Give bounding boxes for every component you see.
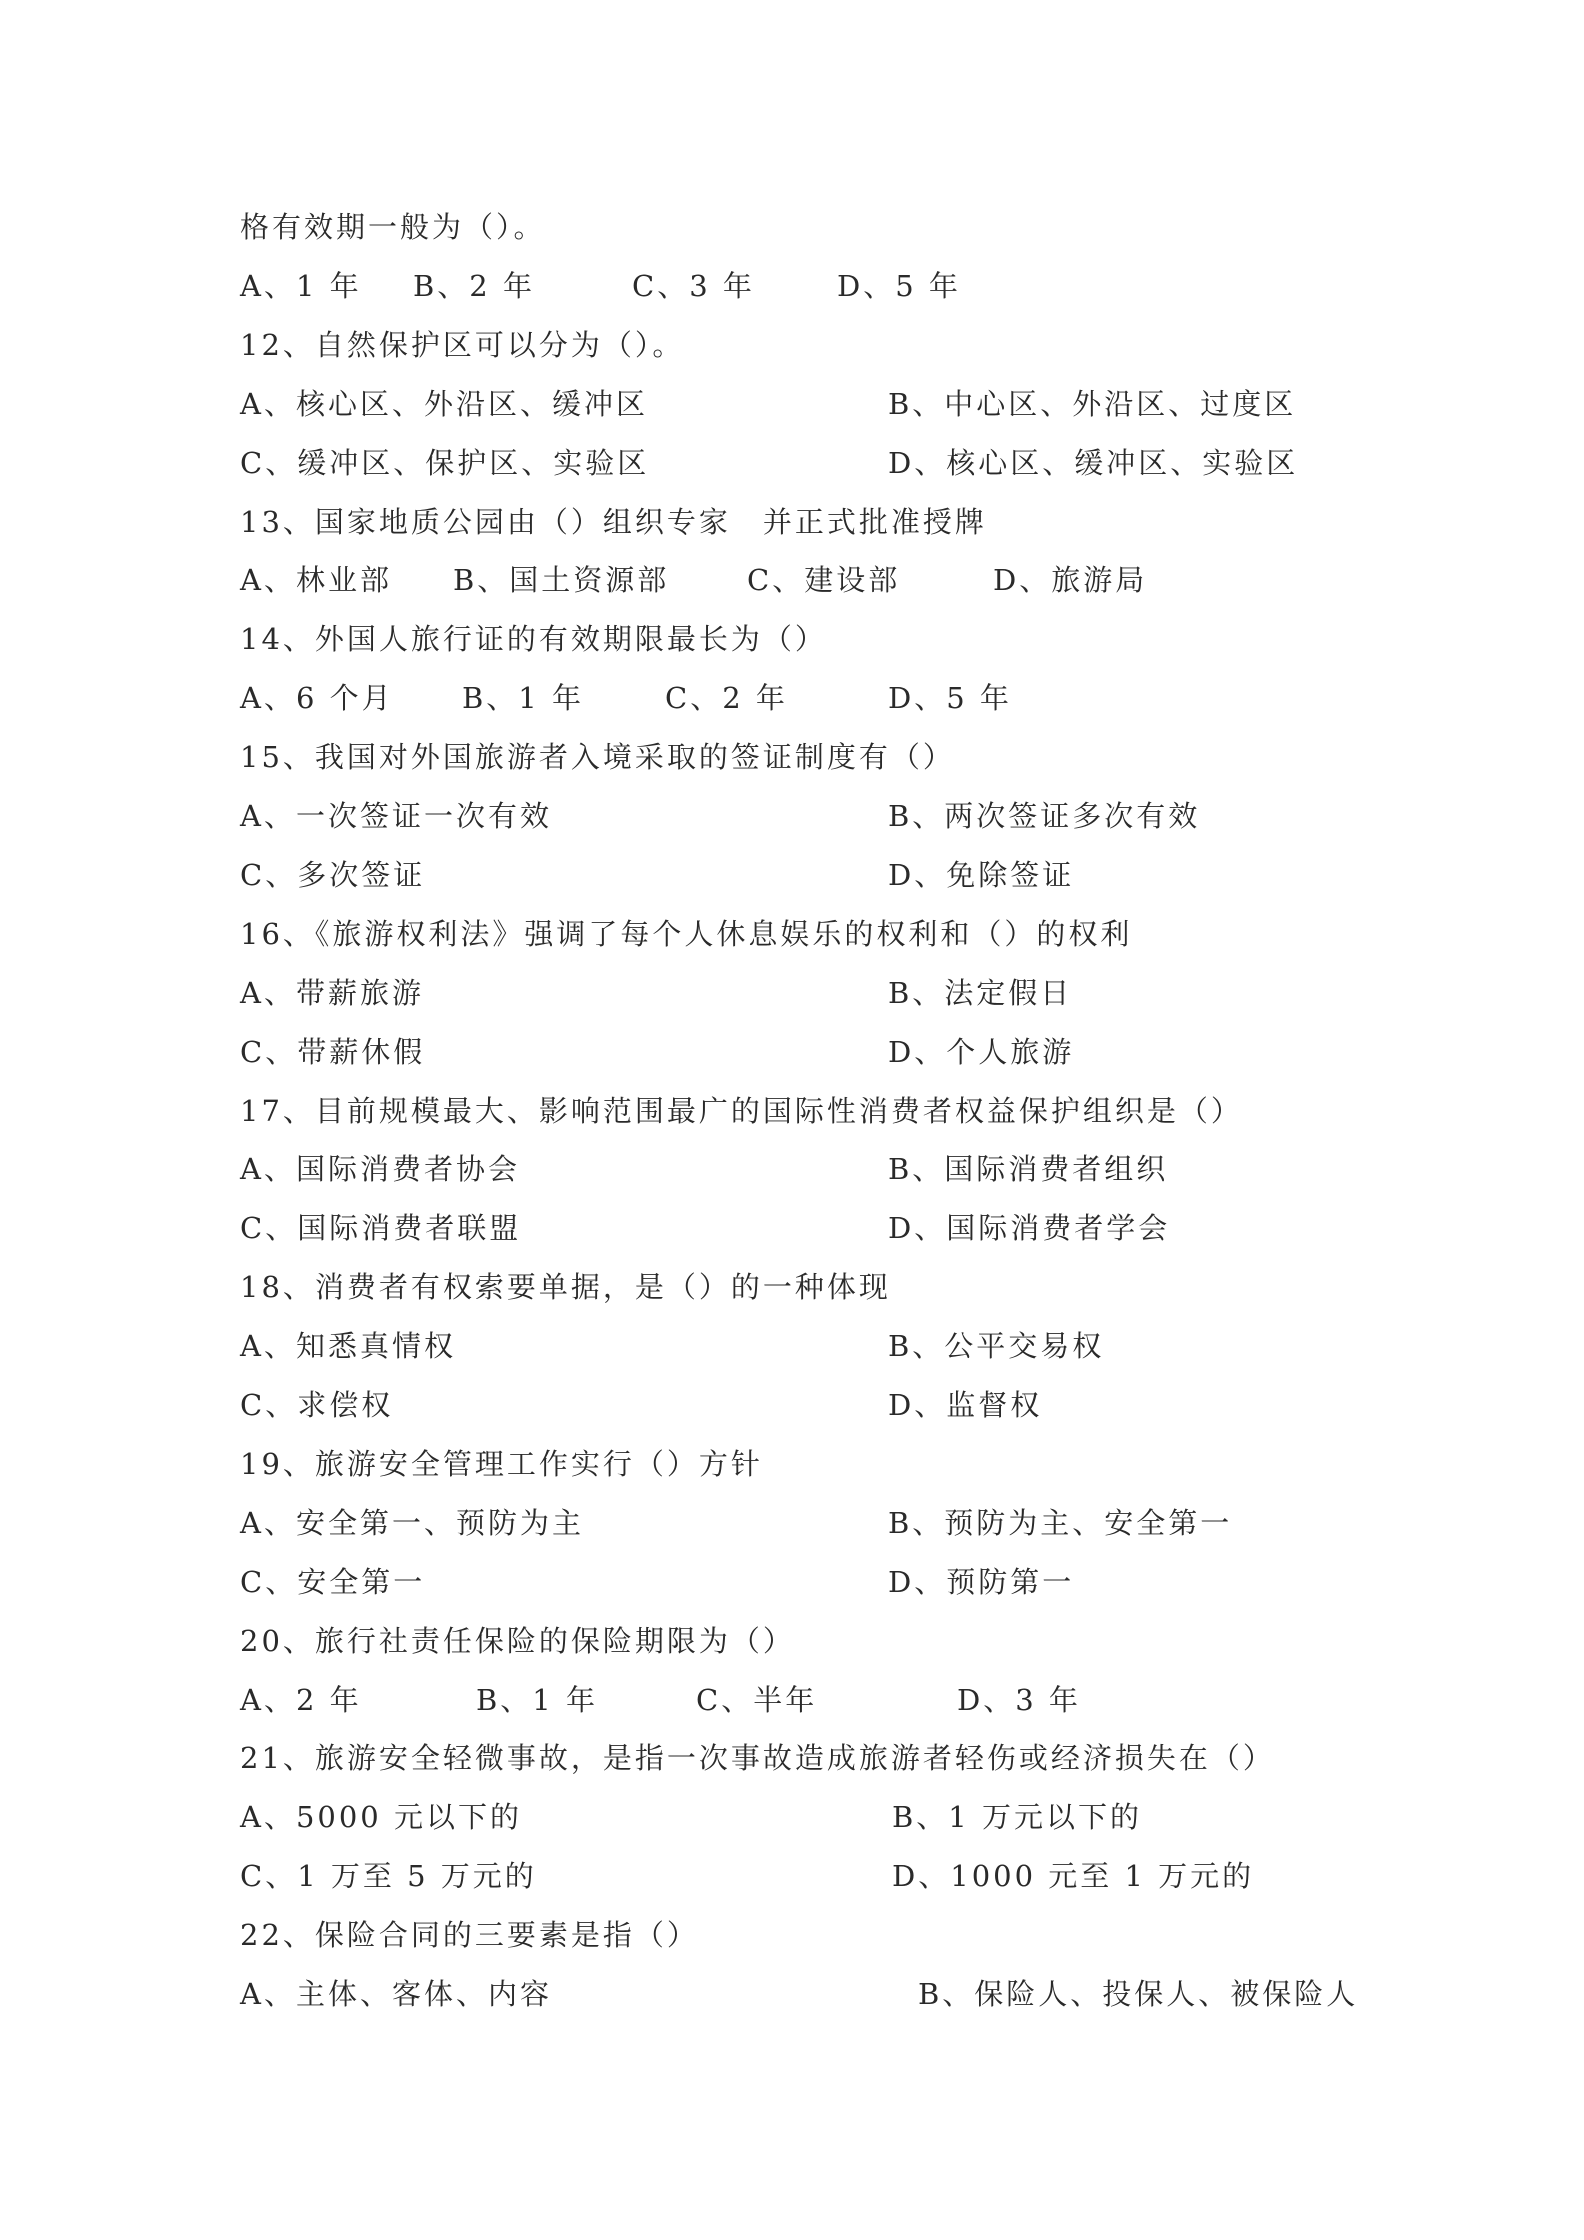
answer-option: C、国际消费者联盟 bbox=[240, 1211, 522, 1246]
answer-option: A、知悉真情权 bbox=[240, 1329, 456, 1364]
answer-option: B、1 年 bbox=[476, 1682, 598, 1717]
question-text: 20、旅行社责任保险的保险期限为（） bbox=[240, 1623, 795, 1658]
question-text: 14、外国人旅行证的有效期限最长为（） bbox=[240, 622, 827, 657]
answer-option: C、半年 bbox=[696, 1682, 818, 1717]
answer-option: D、1000 元至 1 万元的 bbox=[892, 1859, 1255, 1894]
answer-option: D、监督权 bbox=[888, 1388, 1043, 1422]
answer-option: D、预防第一 bbox=[888, 1564, 1075, 1599]
answer-option: D、核心区、缓冲区、实验区 bbox=[888, 445, 1299, 480]
question-text: 17、目前规模最大、影响范围最广的国际性消费者权益保护组织是（） bbox=[240, 1093, 1243, 1128]
answer-option: C、安全第一 bbox=[240, 1564, 426, 1599]
question-text: 18、消费者有权索要单据，是（）的一种体现 bbox=[240, 1270, 891, 1305]
answer-option: A、2 年 bbox=[240, 1682, 362, 1717]
answer-option: C、求偿权 bbox=[240, 1388, 394, 1422]
answer-option: B、公平交易权 bbox=[888, 1329, 1105, 1364]
answer-option: B、保险人、投保人、被保险人 bbox=[918, 1977, 1359, 2011]
answer-option: A、6 个月 bbox=[240, 681, 394, 716]
answer-option: A、主体、客体、内容 bbox=[240, 1977, 552, 2011]
answer-option: D、旅游局 bbox=[993, 563, 1148, 598]
question-text: 22、保险合同的三要素是指（） bbox=[240, 1918, 699, 1953]
question-text: 13、国家地质公园由（）组织专家 并正式批准授牌 bbox=[240, 504, 987, 539]
answer-option: A、林业部 bbox=[240, 563, 392, 598]
answer-option: A、带薪旅游 bbox=[240, 975, 424, 1010]
answer-option: D、免除签证 bbox=[888, 857, 1075, 892]
question-text: 格有效期一般为（）。 bbox=[240, 210, 546, 244]
answer-option: D、个人旅游 bbox=[888, 1034, 1075, 1069]
question-text: 12、自然保护区可以分为（）。 bbox=[240, 327, 685, 362]
answer-option: C、缓冲区、保护区、实验区 bbox=[240, 445, 650, 480]
answer-option: B、法定假日 bbox=[888, 975, 1073, 1010]
answer-option: D、3 年 bbox=[957, 1682, 1081, 1717]
answer-option: D、5 年 bbox=[888, 681, 1012, 716]
answer-option: C、带薪休假 bbox=[240, 1034, 426, 1069]
answer-option: A、5000 元以下的 bbox=[240, 1800, 522, 1835]
answer-option: B、1 年 bbox=[462, 681, 584, 716]
answer-option: A、国际消费者协会 bbox=[240, 1152, 520, 1187]
answer-option: A、1 年 bbox=[240, 268, 362, 303]
answer-option: B、预防为主、安全第一 bbox=[888, 1505, 1233, 1540]
question-text: 16、《旅游权利法》强调了每个人休息娱乐的权利和（）的权利 bbox=[240, 916, 1133, 951]
answer-option: D、国际消费者学会 bbox=[888, 1211, 1171, 1246]
answer-option: C、2 年 bbox=[665, 681, 788, 716]
answer-option: C、建设部 bbox=[747, 563, 901, 598]
answer-option: A、核心区、外沿区、缓冲区 bbox=[240, 386, 648, 421]
answer-option: D、5 年 bbox=[837, 268, 961, 303]
answer-option: C、1 万至 5 万元的 bbox=[240, 1859, 537, 1894]
answer-option: B、国际消费者组织 bbox=[888, 1152, 1169, 1187]
answer-option: C、3 年 bbox=[632, 268, 755, 303]
question-text: 19、旅游安全管理工作实行（）方针 bbox=[240, 1446, 763, 1481]
answer-option: B、中心区、外沿区、过度区 bbox=[888, 386, 1297, 421]
question-text: 21、旅游安全轻微事故，是指一次事故造成旅游者轻伤或经济损失在（） bbox=[240, 1741, 1275, 1776]
question-text: 15、我国对外国旅游者入境采取的签证制度有（） bbox=[240, 740, 955, 775]
answer-option: A、安全第一、预防为主 bbox=[240, 1505, 584, 1540]
answer-option: B、国土资源部 bbox=[453, 563, 670, 598]
answer-option: B、1 万元以下的 bbox=[892, 1800, 1142, 1835]
answer-option: A、一次签证一次有效 bbox=[240, 799, 552, 833]
answer-option: C、多次签证 bbox=[240, 857, 426, 892]
answer-option: B、2 年 bbox=[413, 268, 535, 303]
answer-option: B、两次签证多次有效 bbox=[888, 799, 1201, 833]
